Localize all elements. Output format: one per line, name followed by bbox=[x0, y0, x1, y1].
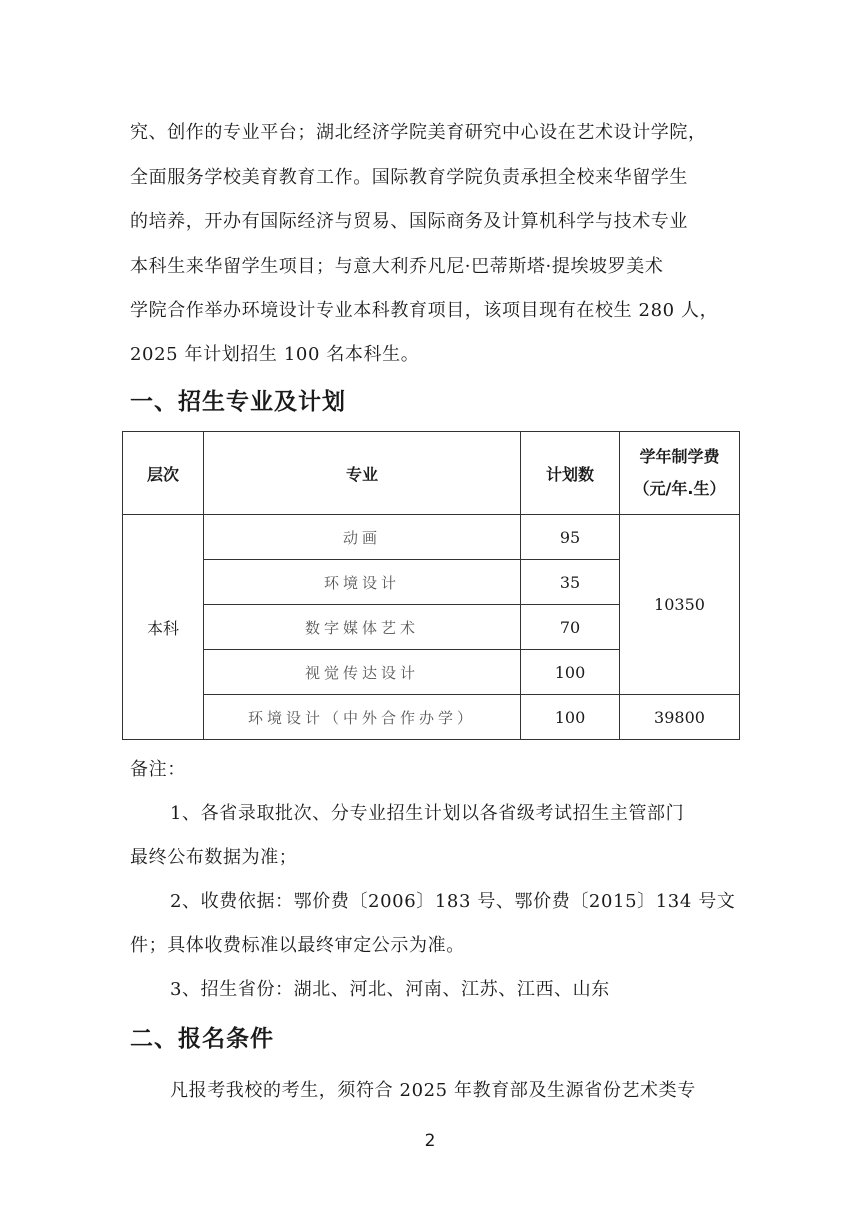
note-line: 件；具体收费标准以最终审定公示为准。 bbox=[130, 935, 465, 956]
note-line: 3、招生省份：湖北、河北、河南、江苏、江西、山东 bbox=[170, 979, 610, 1000]
header-major: 专业 bbox=[204, 432, 521, 515]
cell-plan: 95 bbox=[521, 515, 620, 560]
table-row bbox=[123, 515, 740, 560]
cell-plan: 35 bbox=[521, 560, 620, 605]
page-number: 2 bbox=[424, 1131, 436, 1151]
header-plan: 计划数 bbox=[521, 432, 620, 515]
cell-plan: 100 bbox=[521, 695, 620, 740]
table-header-row bbox=[123, 432, 740, 515]
cell-plan: 70 bbox=[521, 605, 620, 650]
cell-major: 动画 bbox=[204, 515, 521, 560]
intro-line: 2025 年计划招生 100 名本科生。 bbox=[130, 344, 420, 365]
cell-major: 视觉传达设计 bbox=[204, 650, 521, 695]
section-heading-enrollment: 一、招生专业及计划 bbox=[130, 389, 346, 415]
header-fee bbox=[620, 432, 740, 515]
intro-line: 全面服务学校美育教育工作。国际教育学院负责承担全校来华留学生 bbox=[130, 167, 688, 188]
cell-plan: 100 bbox=[521, 650, 620, 695]
note-line: 1、各省录取批次、分专业招生计划以各省级考试招生主管部门 bbox=[170, 803, 685, 824]
requirements-line: 凡报考我校的考生，须符合 2025 年教育部及生源省份艺术类专 bbox=[170, 1080, 696, 1101]
header-fee-line1: 学年制学费 bbox=[639, 447, 720, 466]
intro-line: 学院合作举办环境设计专业本科教育项目，该项目现有在校生 280 人， bbox=[130, 300, 719, 321]
section-heading-requirements: 二、报名条件 bbox=[130, 1026, 274, 1052]
header-fee-line2: （元/年.生） bbox=[633, 479, 726, 498]
cell-major: 数字媒体艺术 bbox=[204, 605, 521, 650]
intro-line: 本科生来华留学生项目；与意大利乔凡尼·巴蒂斯塔·提埃坡罗美术 bbox=[130, 256, 664, 277]
header-level: 层次 bbox=[123, 432, 204, 515]
enrollment-plan-table bbox=[122, 431, 740, 740]
cell-major: 环境设计（中外合作办学） bbox=[204, 695, 521, 740]
notes-label: 备注： bbox=[130, 759, 186, 780]
note-line: 最终公布数据为准； bbox=[130, 847, 298, 868]
cell-fee: 10350 bbox=[620, 515, 740, 695]
intro-line: 的培养，开办有国际经济与贸易、国际商务及计算机科学与技术专业 bbox=[130, 211, 688, 232]
note-line: 2、收费依据：鄂价费〔2006〕183 号、鄂价费〔2015〕134 号文 bbox=[170, 891, 736, 912]
table-row bbox=[123, 695, 740, 740]
cell-major: 环境设计 bbox=[204, 560, 521, 605]
cell-level: 本科 bbox=[123, 515, 204, 740]
cell-fee: 39800 bbox=[620, 695, 740, 740]
intro-line: 究、创作的专业平台；湖北经济学院美育研究中心设在艺术设计学院， bbox=[130, 122, 707, 143]
